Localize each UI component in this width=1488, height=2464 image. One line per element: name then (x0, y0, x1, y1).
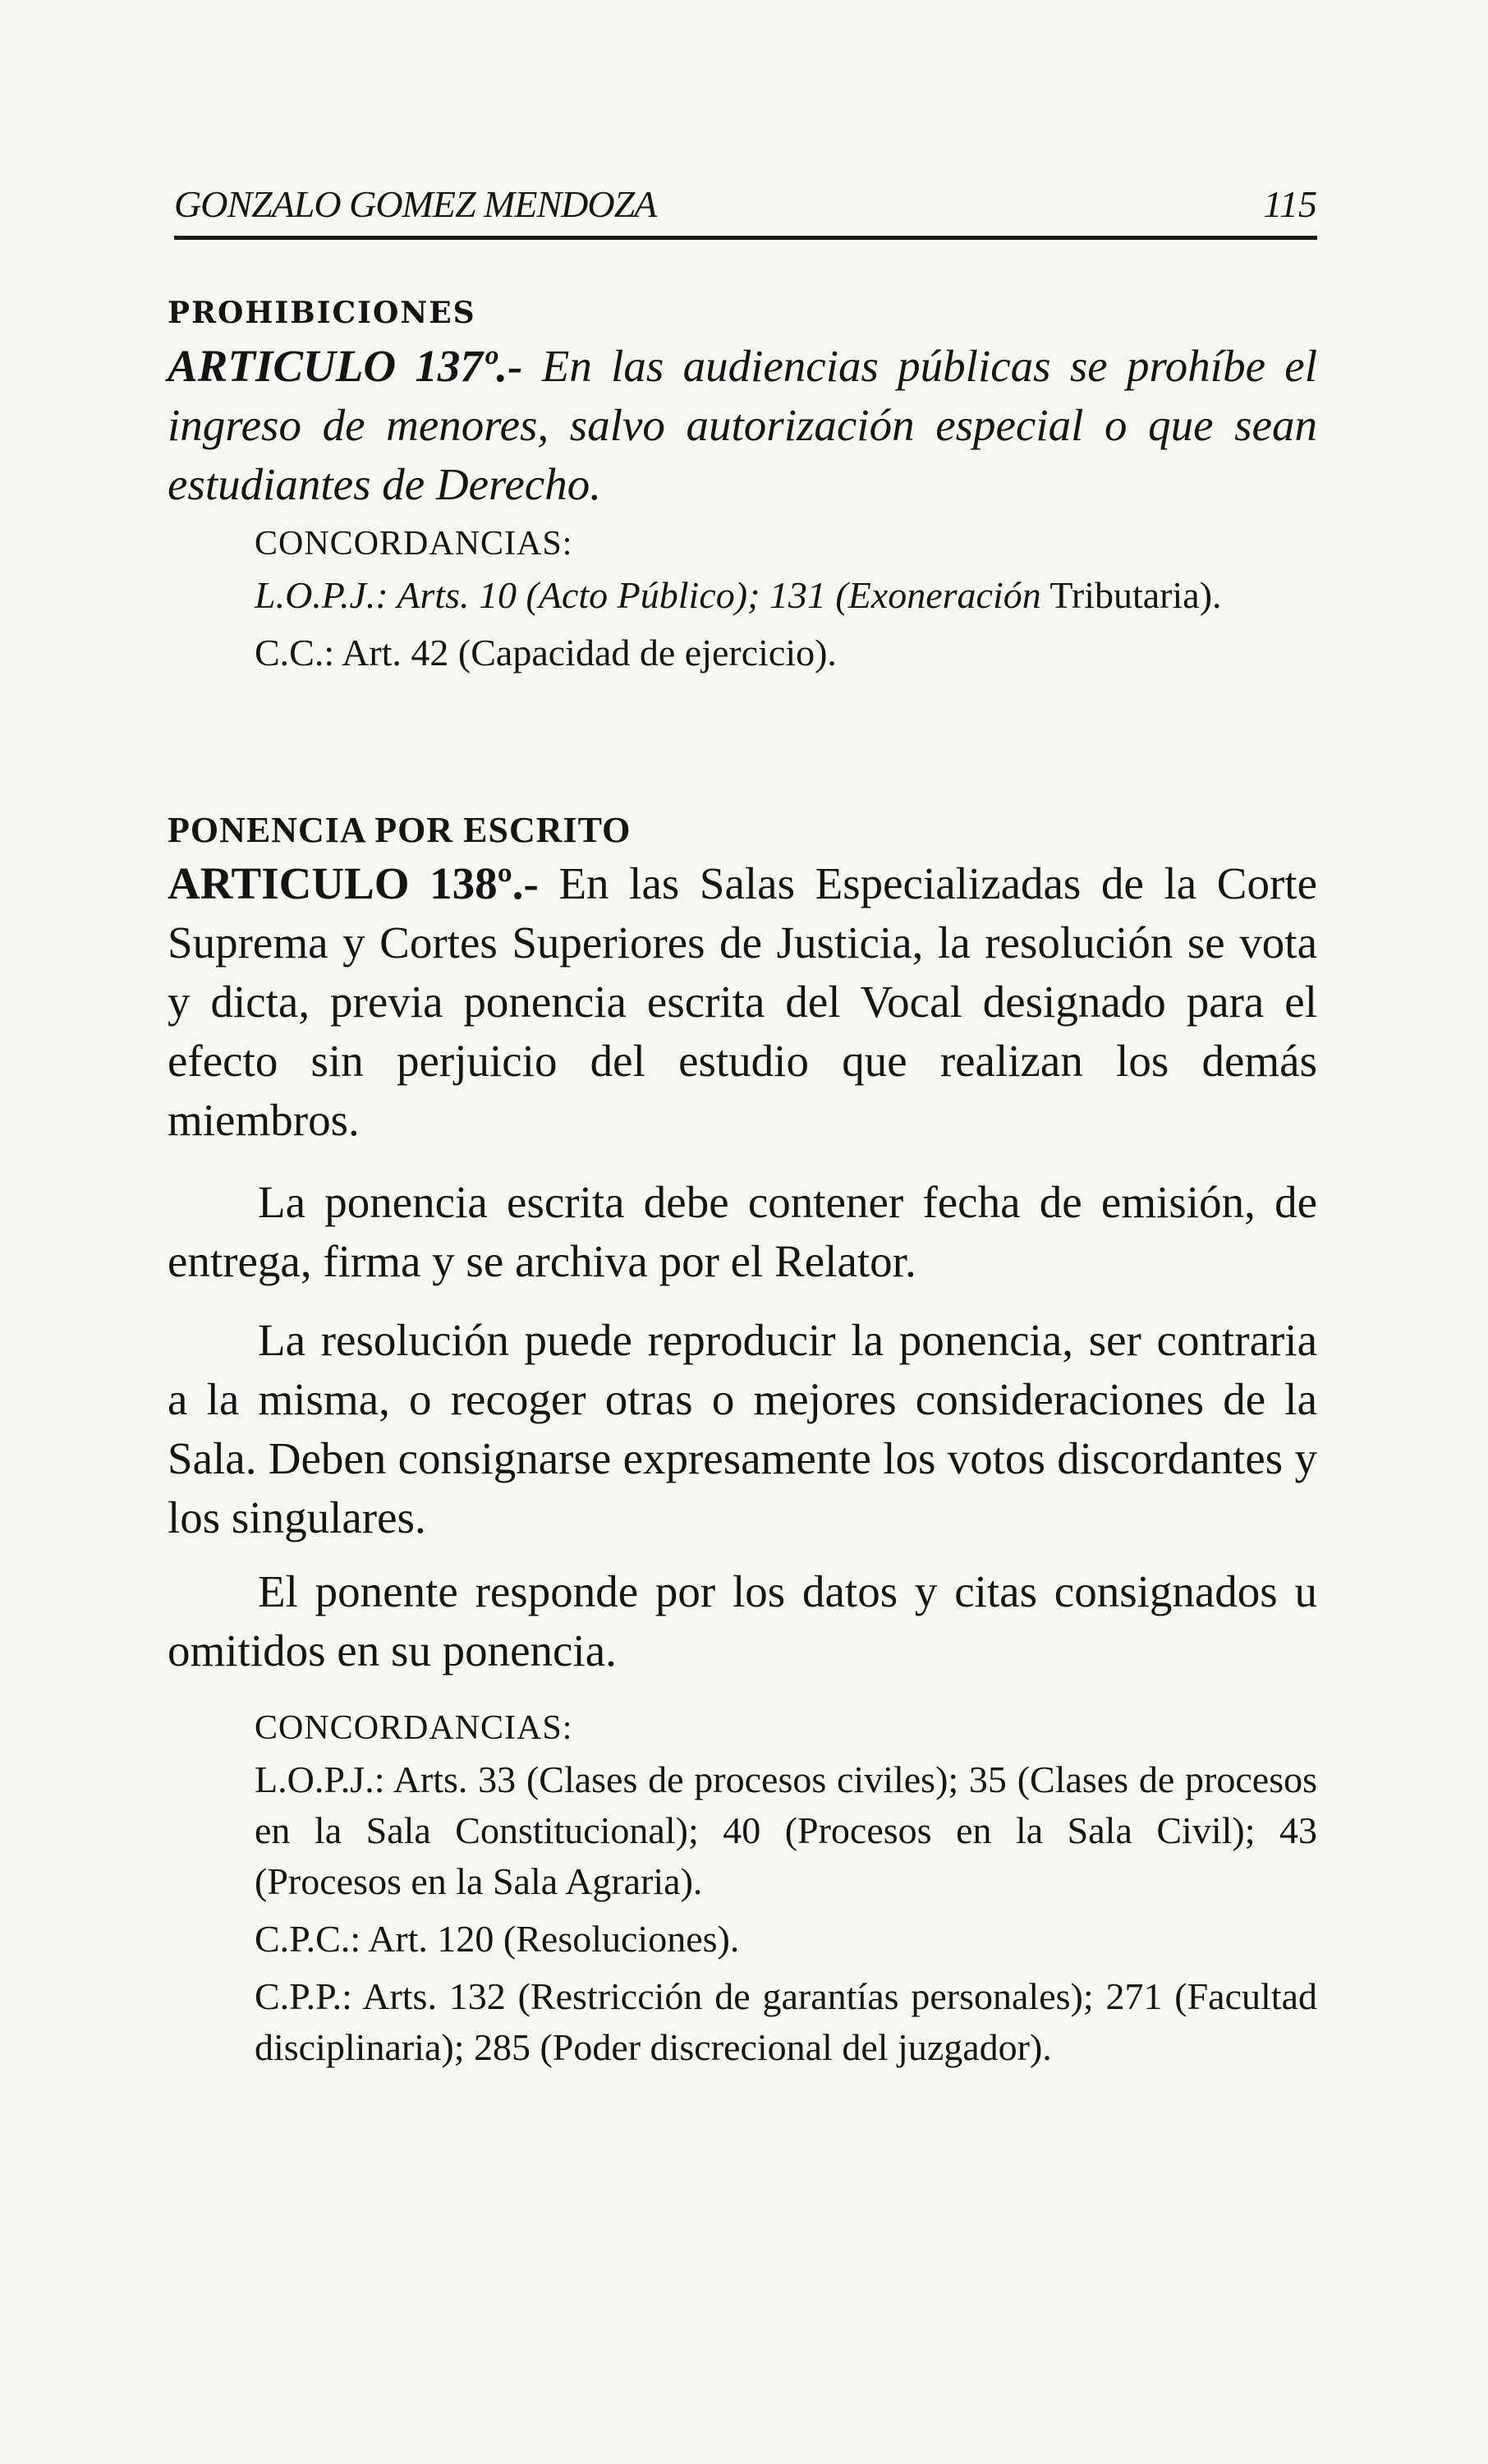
running-head (174, 182, 1317, 240)
section-ponencia (168, 809, 1317, 1680)
section-prohibiciones (168, 296, 1317, 514)
running-head-author: GONZALO GOMEZ MENDOZA (174, 183, 657, 225)
article-138 (168, 854, 1317, 1150)
page-number: 115 (1263, 183, 1317, 225)
article-text: En las audiencias públicas se prohíbe el ingreso de menores, salvo autorización especial o que sean estudiantes de Derecho. (168, 341, 1317, 509)
concordancia-item: L.O.P.J.: Arts. 10 (Acto Público); 131 (Exoneración Tributaria). (255, 574, 1222, 616)
section-heading: PONENCIA POR ESCRITO (168, 810, 631, 850)
paragraph: El ponente responde por los datos y citas consignados u omitidos en su ponencia. (168, 1566, 1317, 1676)
article-label: ARTICULO 137º.- (168, 341, 523, 391)
concordancias-title: CONCORDANCIAS: (255, 1709, 573, 1747)
paragraph: La ponencia escrita debe contener fecha de emisión, de entrega, firma y se archiva por el Relator. (168, 1177, 1317, 1286)
concordancias-title: CONCORDANCIAS: (255, 525, 573, 563)
concordancia-item: C.P.P.: Arts. 132 (Restricción de garantías personales); 271 (Facultad disciplinaria); 285 (Poder discrecional del juzgador). (255, 1975, 1317, 2068)
section-heading: PROHIBICIONES (168, 296, 476, 330)
article-137 (168, 337, 1317, 514)
concordancias-137 (255, 524, 1317, 685)
concordancia-item: C.C.: Art. 42 (Capacidad de ejercicio). (255, 632, 837, 673)
concordancia-item: L.O.P.J.: Arts. 33 (Clases de procesos civiles); 35 (Clases de procesos en la Sala Constitucional); 40 (Procesos en la Sala Civil); 43 (Procesos en la Sala Agraria). (255, 1758, 1317, 1902)
paragraph: La resolución puede reproducir la ponencia, ser contraria a la misma, o recoger otras o mejores consideraciones de la Sala. Deben consignarse expresamente los votos discordantes y los singulares. (168, 1315, 1317, 1542)
concordancias-138 (255, 1708, 1317, 2080)
article-text: En las Salas Especializadas de la Corte Suprema y Cortes Superiores de Justicia, la resolución se vota y dicta, previa ponencia escrita del Vocal designado para el efecto sin perjuicio del estudio que realizan los demás miembros. (168, 858, 1317, 1145)
concordancia-item: C.P.C.: Art. 120 (Resoluciones). (255, 1918, 740, 1960)
article-label: ARTICULO 138º.- (168, 858, 539, 908)
